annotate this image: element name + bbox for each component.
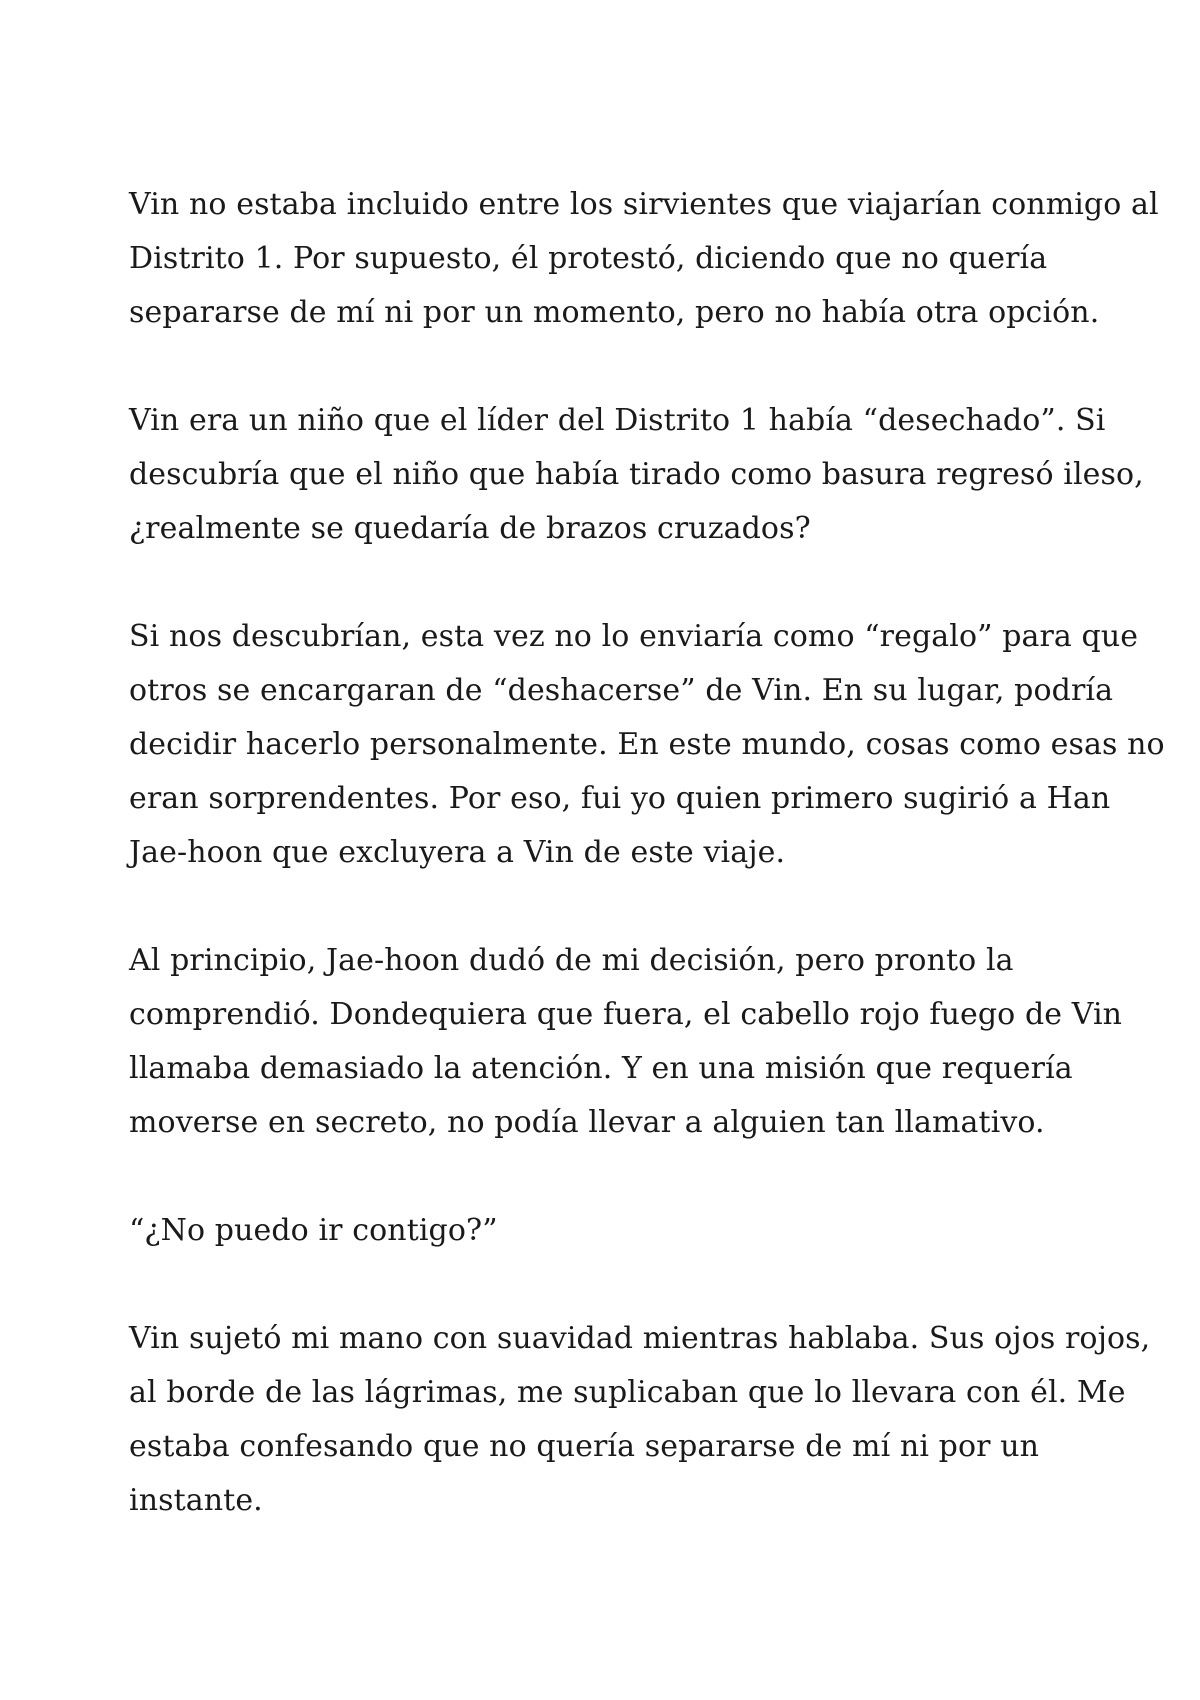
text-line: Si nos descubrían, esta vez no lo enviaría como “regalo” para que <box>129 619 1139 654</box>
text-line: ¿realmente se quedaría de brazos cruzados? <box>129 511 811 546</box>
paragraph-5-dialogue <box>129 1204 1089 1258</box>
text-line: llamaba demasiado la atención. Y en una misión que requería <box>129 1051 1073 1086</box>
paragraph-6 <box>129 1312 1151 1528</box>
text-line: Jae-hoon que excluyera a Vin de este viaje. <box>129 835 786 870</box>
paragraph-1 <box>129 178 1159 340</box>
text-line: comprendió. Dondequiera que fuera, el cabello rojo fuego de Vin <box>129 997 1123 1032</box>
text-line: separarse de mí ni por un momento, pero no había otra opción. <box>129 295 1100 330</box>
paragraph-2 <box>129 394 1144 556</box>
text-line: moverse en secreto, no podía llevar a alguien tan llamativo. <box>129 1105 1045 1140</box>
text-line: Distrito 1. Por supuesto, él protestó, diciendo que no quería <box>129 241 1048 276</box>
text-line: Al principio, Jae-hoon dudó de mi decisión, pero pronto la <box>129 943 1014 978</box>
paragraph-4 <box>129 934 1123 1150</box>
text-line: decidir hacerlo personalmente. En este mundo, cosas como esas no <box>129 727 1165 762</box>
text-line: instante. <box>129 1483 263 1518</box>
text-line: “¿No puedo ir contigo?” <box>129 1213 498 1248</box>
text-line: estaba confesando que no quería separarse de mí ni por un <box>129 1429 1040 1464</box>
text-line: Vin era un niño que el líder del Distrito 1 había “desechado”. Si <box>129 403 1106 438</box>
text-line: Vin no estaba incluido entre los sirvientes que viajarían conmigo al <box>129 187 1159 222</box>
text-line: Vin sujetó mi mano con suavidad mientras hablaba. Sus ojos rojos, <box>129 1321 1151 1356</box>
text-line: al borde de las lágrimas, me suplicaban que lo llevara con él. Me <box>129 1375 1126 1410</box>
text-line: eran sorprendentes. Por eso, fui yo quien primero sugirió a Han <box>129 781 1111 816</box>
text-line: otros se encargaran de “deshacerse” de Vin. En su lugar, podría <box>129 673 1114 708</box>
document-body <box>129 178 1165 1528</box>
text-line: descubría que el niño que había tirado como basura regresó ileso, <box>129 457 1144 492</box>
paragraph-3 <box>129 610 1165 880</box>
